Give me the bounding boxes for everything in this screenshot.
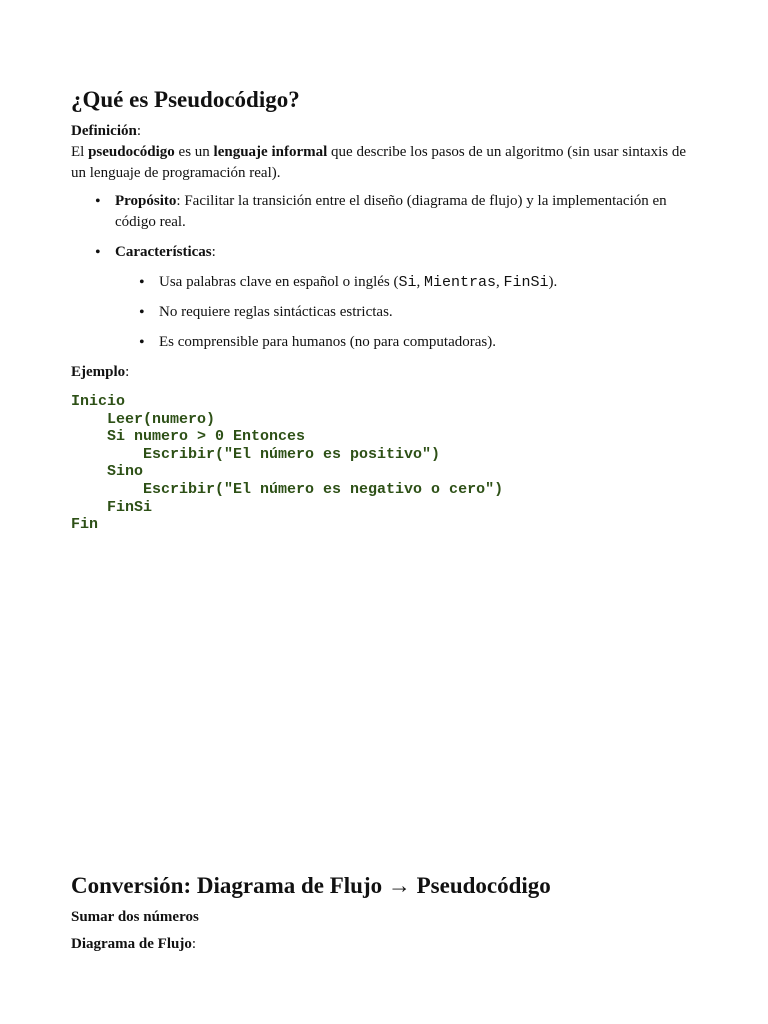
section-conversion [71, 872, 697, 955]
list-item-caracteristicas: • Características: • Usa palabras clave en español o inglés (Si, Mientras, FinSi). • No requiere reglas sintácticas estrictas. • Es comprensible para humanos (no para computadoras). [71, 242, 697, 353]
section-pseudocodigo [71, 86, 697, 534]
definition-label: Definición [71, 123, 137, 139]
properties-list [71, 191, 697, 353]
caracteristicas-sublist [115, 272, 697, 353]
proposito-label: Propósito [115, 193, 177, 209]
keywords-text-end: ). [548, 274, 558, 290]
code-block: Inicio Leer(numero) Si numero > 0 Entonces Escribir("El número es positivo") Sino Escribir("El número es negativo o cero") FinSi Fin [71, 393, 504, 534]
example-label-line: Ejemplo: [71, 364, 130, 380]
keyword-code: Si [398, 274, 417, 291]
section-title: Conversión: Diagrama de Flujo → Pseudocódigo [71, 873, 551, 898]
sublist-item-syntax: • No requiere reglas sintácticas estrictas. [115, 302, 697, 323]
caracteristicas-label: Características [115, 244, 212, 260]
keyword-code: FinSi [503, 274, 549, 291]
definition-part: es un [174, 144, 214, 160]
flow-label-line: Diagrama de Flujo: [71, 936, 196, 952]
flow-label: Diagrama de Flujo [71, 936, 192, 952]
keyword-code: Mientras [424, 274, 497, 291]
definition-label-line: Definición: [71, 123, 142, 139]
example-label: Ejemplo [71, 364, 126, 380]
list-item-proposito [71, 191, 697, 233]
definition-part: que describe los pasos de un algoritmo (sin usar sintaxis de un lenguaje de programación real). [71, 144, 686, 181]
keywords-text: Usa palabras clave en español o inglés ( [159, 274, 399, 290]
proposito-text: : Facilitar la transición entre el diseño (diagrama de flujo) y la implementación en código real. [115, 193, 667, 230]
term-lenguaje-informal: lenguaje informal [213, 144, 328, 160]
term-pseudocodigo: pseudocódigo [88, 144, 175, 160]
definition-text [71, 142, 697, 184]
subtitle [71, 907, 697, 928]
section-title: ¿Qué es Pseudocódigo? [71, 87, 300, 112]
definition-part: El [71, 144, 89, 160]
sublist-item-keywords: • Usa palabras clave en español o inglés (Si, Mientras, FinSi). [115, 272, 697, 293]
sublist-item-human: • Es comprensible para humanos (no para computadoras). [115, 332, 697, 353]
subtitle-text: Sumar dos números [71, 909, 199, 925]
